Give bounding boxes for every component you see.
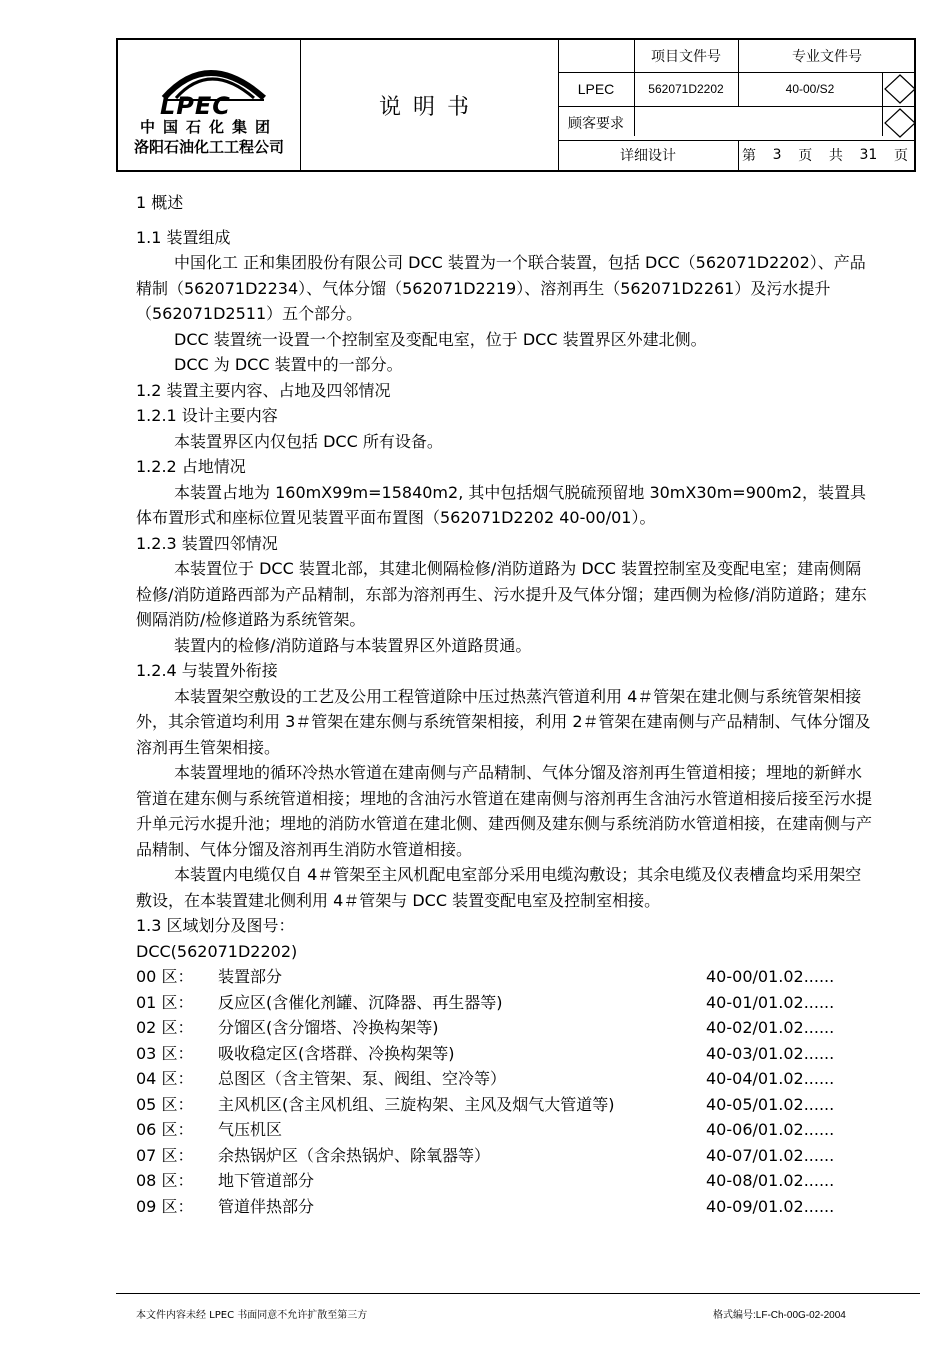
zone-drawing-ref: 40-01/01.02...... xyxy=(706,992,835,1012)
design-stage: 详细设计 xyxy=(620,148,676,164)
zone-code: 00 区： xyxy=(136,967,194,986)
heading-1-2: 1.2 装置主要内容、占地及四邻情况 xyxy=(136,380,391,400)
zone-row xyxy=(136,1168,876,1194)
zone-drawing-ref: 40-00/01.02...... xyxy=(706,967,835,986)
footer-disclaimer: 本文件内容未经 LPEC 书面同意不允许扩散至第三方 xyxy=(136,1310,368,1321)
zone-name: 余热锅炉区（含余热锅炉、除氧器等） xyxy=(218,1145,491,1165)
heading-1-2-4: 1.2.4 与装置外衔接 xyxy=(136,661,278,680)
page-di: 第 xyxy=(742,148,756,164)
zone-row xyxy=(136,1092,876,1118)
zone-drawing-ref: 40-06/01.02...... xyxy=(706,1120,835,1139)
zone-name: 装置部分 xyxy=(218,967,283,986)
page-total: 31 xyxy=(859,147,878,163)
company-name-line2: 洛阳石油化工工程公司 xyxy=(133,138,284,156)
row-label-lpec: LPEC xyxy=(577,81,615,97)
heading-1-2-1: 1.2.1 设计主要内容 xyxy=(136,406,278,425)
zone-row xyxy=(136,1194,876,1220)
zone-drawing-ref: 40-04/01.02...... xyxy=(706,1069,835,1088)
zone-name: 反应区(含催化剂罐、沉降器、再生器等) xyxy=(218,992,503,1012)
paragraph: DCC 为 DCC 装置中的一部分。 xyxy=(174,355,403,374)
heading-1-3: 1.3 区域划分及图号： xyxy=(136,916,295,935)
heading-1-1: 1.1 装置组成 xyxy=(136,227,231,247)
paragraph: 中国化工 正和集团股份有限公司 DCC 装置为一个联合装置，包括 DCC（562071D2202）、产品精制（562071D2234）、气体分馏（562071D2219）、溶剂再生（562071D2261）及污水提升（562071D2511）五个部分。 xyxy=(136,253,866,323)
zone-name: 吸收稳定区(含塔群、冷换构架等) xyxy=(218,1043,455,1063)
heading-1-2-3: 1.2.3 装置四邻情况 xyxy=(136,533,278,553)
specialty-file-number: 40-00/S2 xyxy=(785,82,835,96)
footer-form-number: 格式编号:LF-Ch-00G-02-2004 xyxy=(713,1310,846,1321)
paragraph: 本装置位于 DCC 装置北部，其建北侧隔检修/消防道路为 DCC 装置控制室及变配电室；建南侧隔检修/消防道路西部为产品精制，东部为溶剂再生、污水提升及气体分馏；建西侧为检修/消防道路；建东侧隔消防/检修道路为系统管架。 xyxy=(136,559,867,629)
zone-name: 气压机区 xyxy=(218,1120,283,1139)
paragraph: 本装置内电缆仅自 4＃管架至主风机配电室部分采用电缆沟敷设；其余电缆及仪表槽盒均采用架空敷设，在本装置建北侧利用 4＃管架与 DCC 装置变配电室及控制室相接。 xyxy=(136,865,862,910)
zone-drawing-ref: 40-09/01.02...... xyxy=(706,1196,835,1216)
page-gong: 共 xyxy=(828,148,843,164)
zone-code: 02 区： xyxy=(136,1018,194,1037)
zone-name: 管道伴热部分 xyxy=(218,1196,315,1216)
heading-1-2-2: 1.2.2 占地情况 xyxy=(136,457,246,476)
zone-name: 地下管道部分 xyxy=(218,1171,315,1190)
title-block xyxy=(116,38,916,172)
zone-name: 主风机区(含主风机组、三旋构架、主风及烟气大管道等) xyxy=(218,1094,615,1114)
zone-row xyxy=(136,1117,876,1143)
zone-code: 08 区： xyxy=(136,1171,194,1190)
company-logo xyxy=(118,40,300,170)
heading-1: 1 概述 xyxy=(136,193,184,212)
customer-diamond-icon xyxy=(884,108,916,138)
col-header-specialty-file: 专业文件号 xyxy=(792,48,862,64)
page-ye2: 页 xyxy=(893,148,908,164)
revision-diamond-icon xyxy=(884,74,916,104)
paragraph: 本装置界区内仅包括 DCC 所有设备。 xyxy=(174,431,443,451)
zone-name: 总图区（含主管架、泵、阀组、空冷等） xyxy=(218,1069,507,1088)
row-label-customer: 顾客要求 xyxy=(568,116,624,132)
page-counter xyxy=(738,140,916,170)
footer-divider xyxy=(116,1293,920,1294)
zone-row xyxy=(136,990,876,1016)
document-body xyxy=(136,190,876,1219)
zone-drawing-ref: 40-07/01.02...... xyxy=(706,1145,835,1165)
logo-wordmark: LPEC xyxy=(160,92,231,120)
zone-row xyxy=(136,1015,876,1041)
paragraph: 本装置占地为 160mX99m=15840m2, 其中包括烟气脱硫预留地 30mX30m=900m2，装置具体布置形式和座标位置见装置平面布置图（562071D2202 40-00/01）。 xyxy=(136,482,867,527)
zone-list xyxy=(136,964,876,1219)
zone-code: 04 区： xyxy=(136,1069,194,1088)
zone-code: 09 区： xyxy=(136,1196,194,1216)
company-name-line1: 中国石化集团 xyxy=(139,118,278,136)
zone-code: 07 区： xyxy=(136,1145,194,1165)
col-header-project-file: 项目文件号 xyxy=(651,48,721,64)
paragraph: 本装置架空敷设的工艺及公用工程管道除中压过热蒸汽管道利用 4＃管架在建北侧与系统管架相接外，其余管道均利用 3＃管架在建东侧与系统管架相接，利用 2＃管架在建南侧与产品精制、气体分馏及溶剂再生管架相接。 xyxy=(136,686,871,757)
zone-code: 05 区： xyxy=(136,1094,194,1114)
zone-code: 06 区： xyxy=(136,1120,194,1139)
zone-drawing-ref: 40-03/01.02...... xyxy=(706,1043,835,1063)
zone-code: 01 区： xyxy=(136,992,194,1012)
zone-drawing-ref: 40-02/01.02...... xyxy=(706,1018,835,1037)
paragraph: 装置内的检修/消防道路与本装置界区外道路贯通。 xyxy=(174,635,532,655)
zone-row xyxy=(136,1143,876,1169)
zone-drawing-ref: 40-08/01.02...... xyxy=(706,1171,835,1190)
paragraph: DCC 装置统一设置一个控制室及变配电室，位于 DCC 装置界区外建北侧。 xyxy=(174,329,707,349)
zone-row xyxy=(136,1066,876,1092)
zone-name: 分馏区(含分馏塔、冷换构架等) xyxy=(218,1018,439,1037)
page-ye: 页 xyxy=(798,148,813,164)
paragraph: 本装置埋地的循环冷热水管道在建南侧与产品精制、气体分馏及溶剂再生管道相接；埋地的新鲜水管道在建东侧与系统管道相接；埋地的含油污水管道在建南侧与溶剂再生含油污水管道相接后接至污水提升单元污水提升池；埋地的消防水管道在建北侧、建西侧及建东侧与系统消防水管道相接，在建南侧与产品精制、气体分馏及溶剂再生消防水管道相接。 xyxy=(136,763,873,859)
document-title: 说明书 xyxy=(378,94,481,120)
zone-row xyxy=(136,1041,876,1067)
zone-row xyxy=(136,964,876,990)
page-number: 3 xyxy=(772,147,782,163)
zone-code: 03 区： xyxy=(136,1043,194,1063)
zone-drawing-ref: 40-05/01.02...... xyxy=(706,1094,835,1114)
dcc-label: DCC(562071D2202) xyxy=(136,941,298,961)
project-file-number: 562071D2202 xyxy=(648,82,724,96)
